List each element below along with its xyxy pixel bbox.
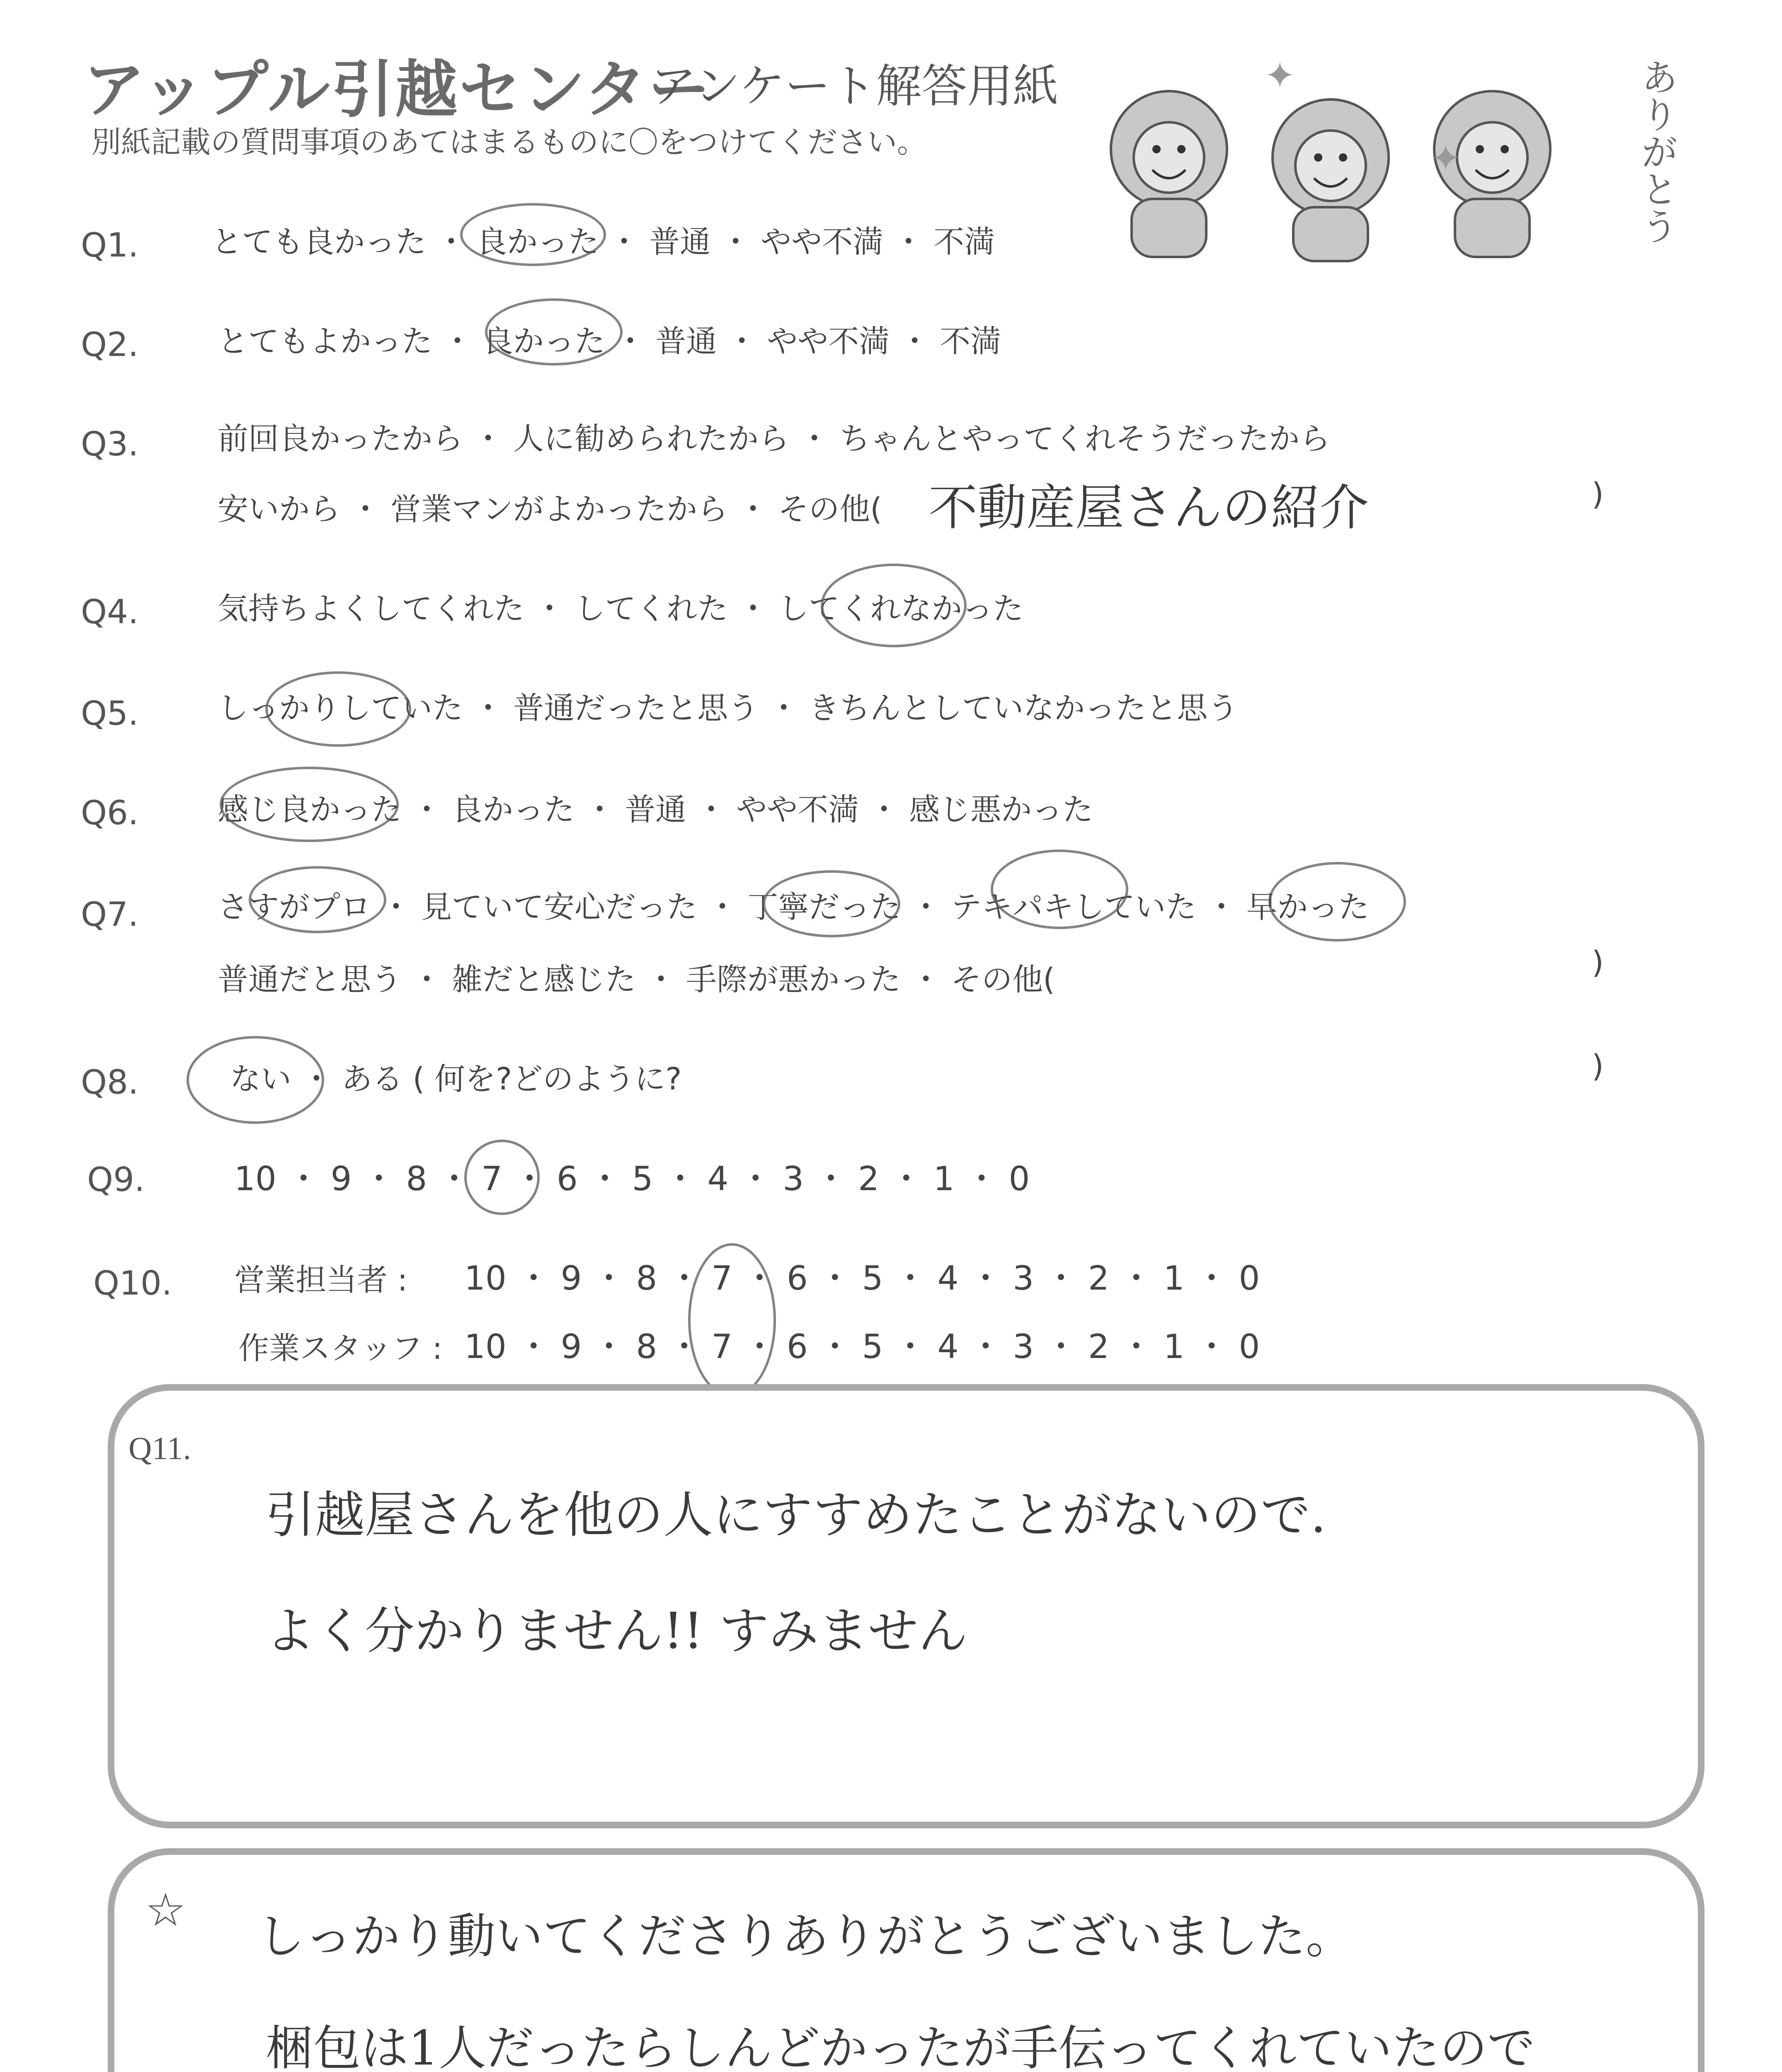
sparkle-icon: ✦ [1430,137,1462,180]
q1-selection-circle [460,203,606,266]
q4-label: Q4. [81,593,139,631]
q7-selection-circle-1 [249,866,386,933]
q3-options-line2: 安いから ・ 営業マンがよかったから ・ その他( [218,491,882,527]
q4-options: 気持ちよくしてくれた ・ してくれた ・ してくれなかった [218,591,1024,627]
q3-label: Q3. [81,425,139,463]
q3-options-line1: 前回良かったから ・ 人に勧められたから ・ ちゃんとやってくれそうだったから [218,421,1331,457]
q2-options: とてもよかった ・ 良かった ・ 普通 ・ やや不満 ・ 不満 [218,324,1001,359]
q11-comment-line2: よく分かりません!! すみません [265,1602,968,1660]
q8-options: ない ・ ある ( 何を?どのように? [230,1061,682,1097]
sparkle-icon: ✦ [1264,54,1296,97]
q9-scale: 10 ・ 9 ・ 8 ・ 7 ・ 6 ・ 5 ・ 4 ・ 3 ・ 2 ・ 1 ・ 0 [234,1159,1030,1198]
q3-other-handwritten: 不動産屋さんの紹介 [929,479,1369,536]
form-title: アンケート解答用紙 [651,60,1059,113]
mascot-caption: ありがとう [1634,58,1678,244]
q5-options: しっかりしていた ・ 普通だったと思う ・ きちんとしていなかったと思う [218,690,1239,726]
monkey-mascots-icon [1098,33,1658,265]
q7-options-line1: さすがプロ ・ 見ていて安心だった ・ 丁寧だった ・ テキパキしていた ・ 早かった [218,889,1370,925]
q1-label: Q1. [81,226,139,264]
q2-label: Q2. [81,325,139,364]
q10-staff-label: 作業スタッフ : [238,1331,443,1366]
q6-selection-circle [220,767,399,842]
star-comment-line1: しっかり動いてくださりありがとうございました。 [257,1909,1354,1964]
q6-options: 感じ良かった ・ 良かった ・ 普通 ・ やや不満 ・ 感じ悪かった [218,792,1093,828]
q10-sales-scale: 10 ・ 9 ・ 8 ・ 7 ・ 6 ・ 5 ・ 4 ・ 3 ・ 2 ・ 1 ・ 0 [464,1259,1260,1297]
q9-label: Q9. [87,1160,145,1199]
star-comment-line2: 梱包は1人だったらしんどかったが手伝ってくれていたので [265,2021,1535,2072]
q7-options-line2: 普通だと思う ・ 雑だと感じた ・ 手際が悪かった ・ その他( [218,962,1055,997]
q7-selection-circle-2 [763,870,900,937]
q7-close-paren: ) [1592,945,1604,980]
q8-close-paren: ) [1592,1048,1604,1084]
q2-selection-circle [485,298,623,366]
q7-selection-circle-3 [991,850,1128,929]
q7-label: Q7. [81,895,139,934]
q8-label: Q8. [81,1063,139,1101]
q5-selection-circle [265,671,411,747]
q1-options: とても良かった ・ 良かった ・ 普通 ・ やや不満 ・ 不満 [211,224,995,260]
q6-label: Q6. [81,794,139,832]
q11-label: Q11. [128,1430,191,1466]
q11-comment-line1: 引越屋さんを他の人にすすめたことがないので. [265,1486,1326,1544]
q9-selection-circle [464,1140,540,1215]
q10-staff-scale: 10 ・ 9 ・ 8 ・ 7 ・ 6 ・ 5 ・ 4 ・ 3 ・ 2 ・ 1 ・ 0 [464,1327,1260,1366]
q8-selection-circle [187,1036,324,1124]
star-icon: ☆ [145,1885,186,1936]
q10-selection-circle [688,1243,776,1397]
q10-label: Q10. [93,1264,172,1302]
company-name: アップル引越センター [83,54,712,126]
monkey-mascots-illustration [1098,33,1658,265]
q7-selection-circle-4 [1268,862,1406,942]
q10-sales-label: 営業担当者 : [234,1262,408,1298]
instruction-text: 別紙記載の質問事項のあてはまるものに〇をつけてください。 [91,125,927,160]
q5-label: Q5. [81,694,139,733]
q3-close-paren: ) [1592,477,1604,512]
q4-selection-circle [821,564,967,647]
